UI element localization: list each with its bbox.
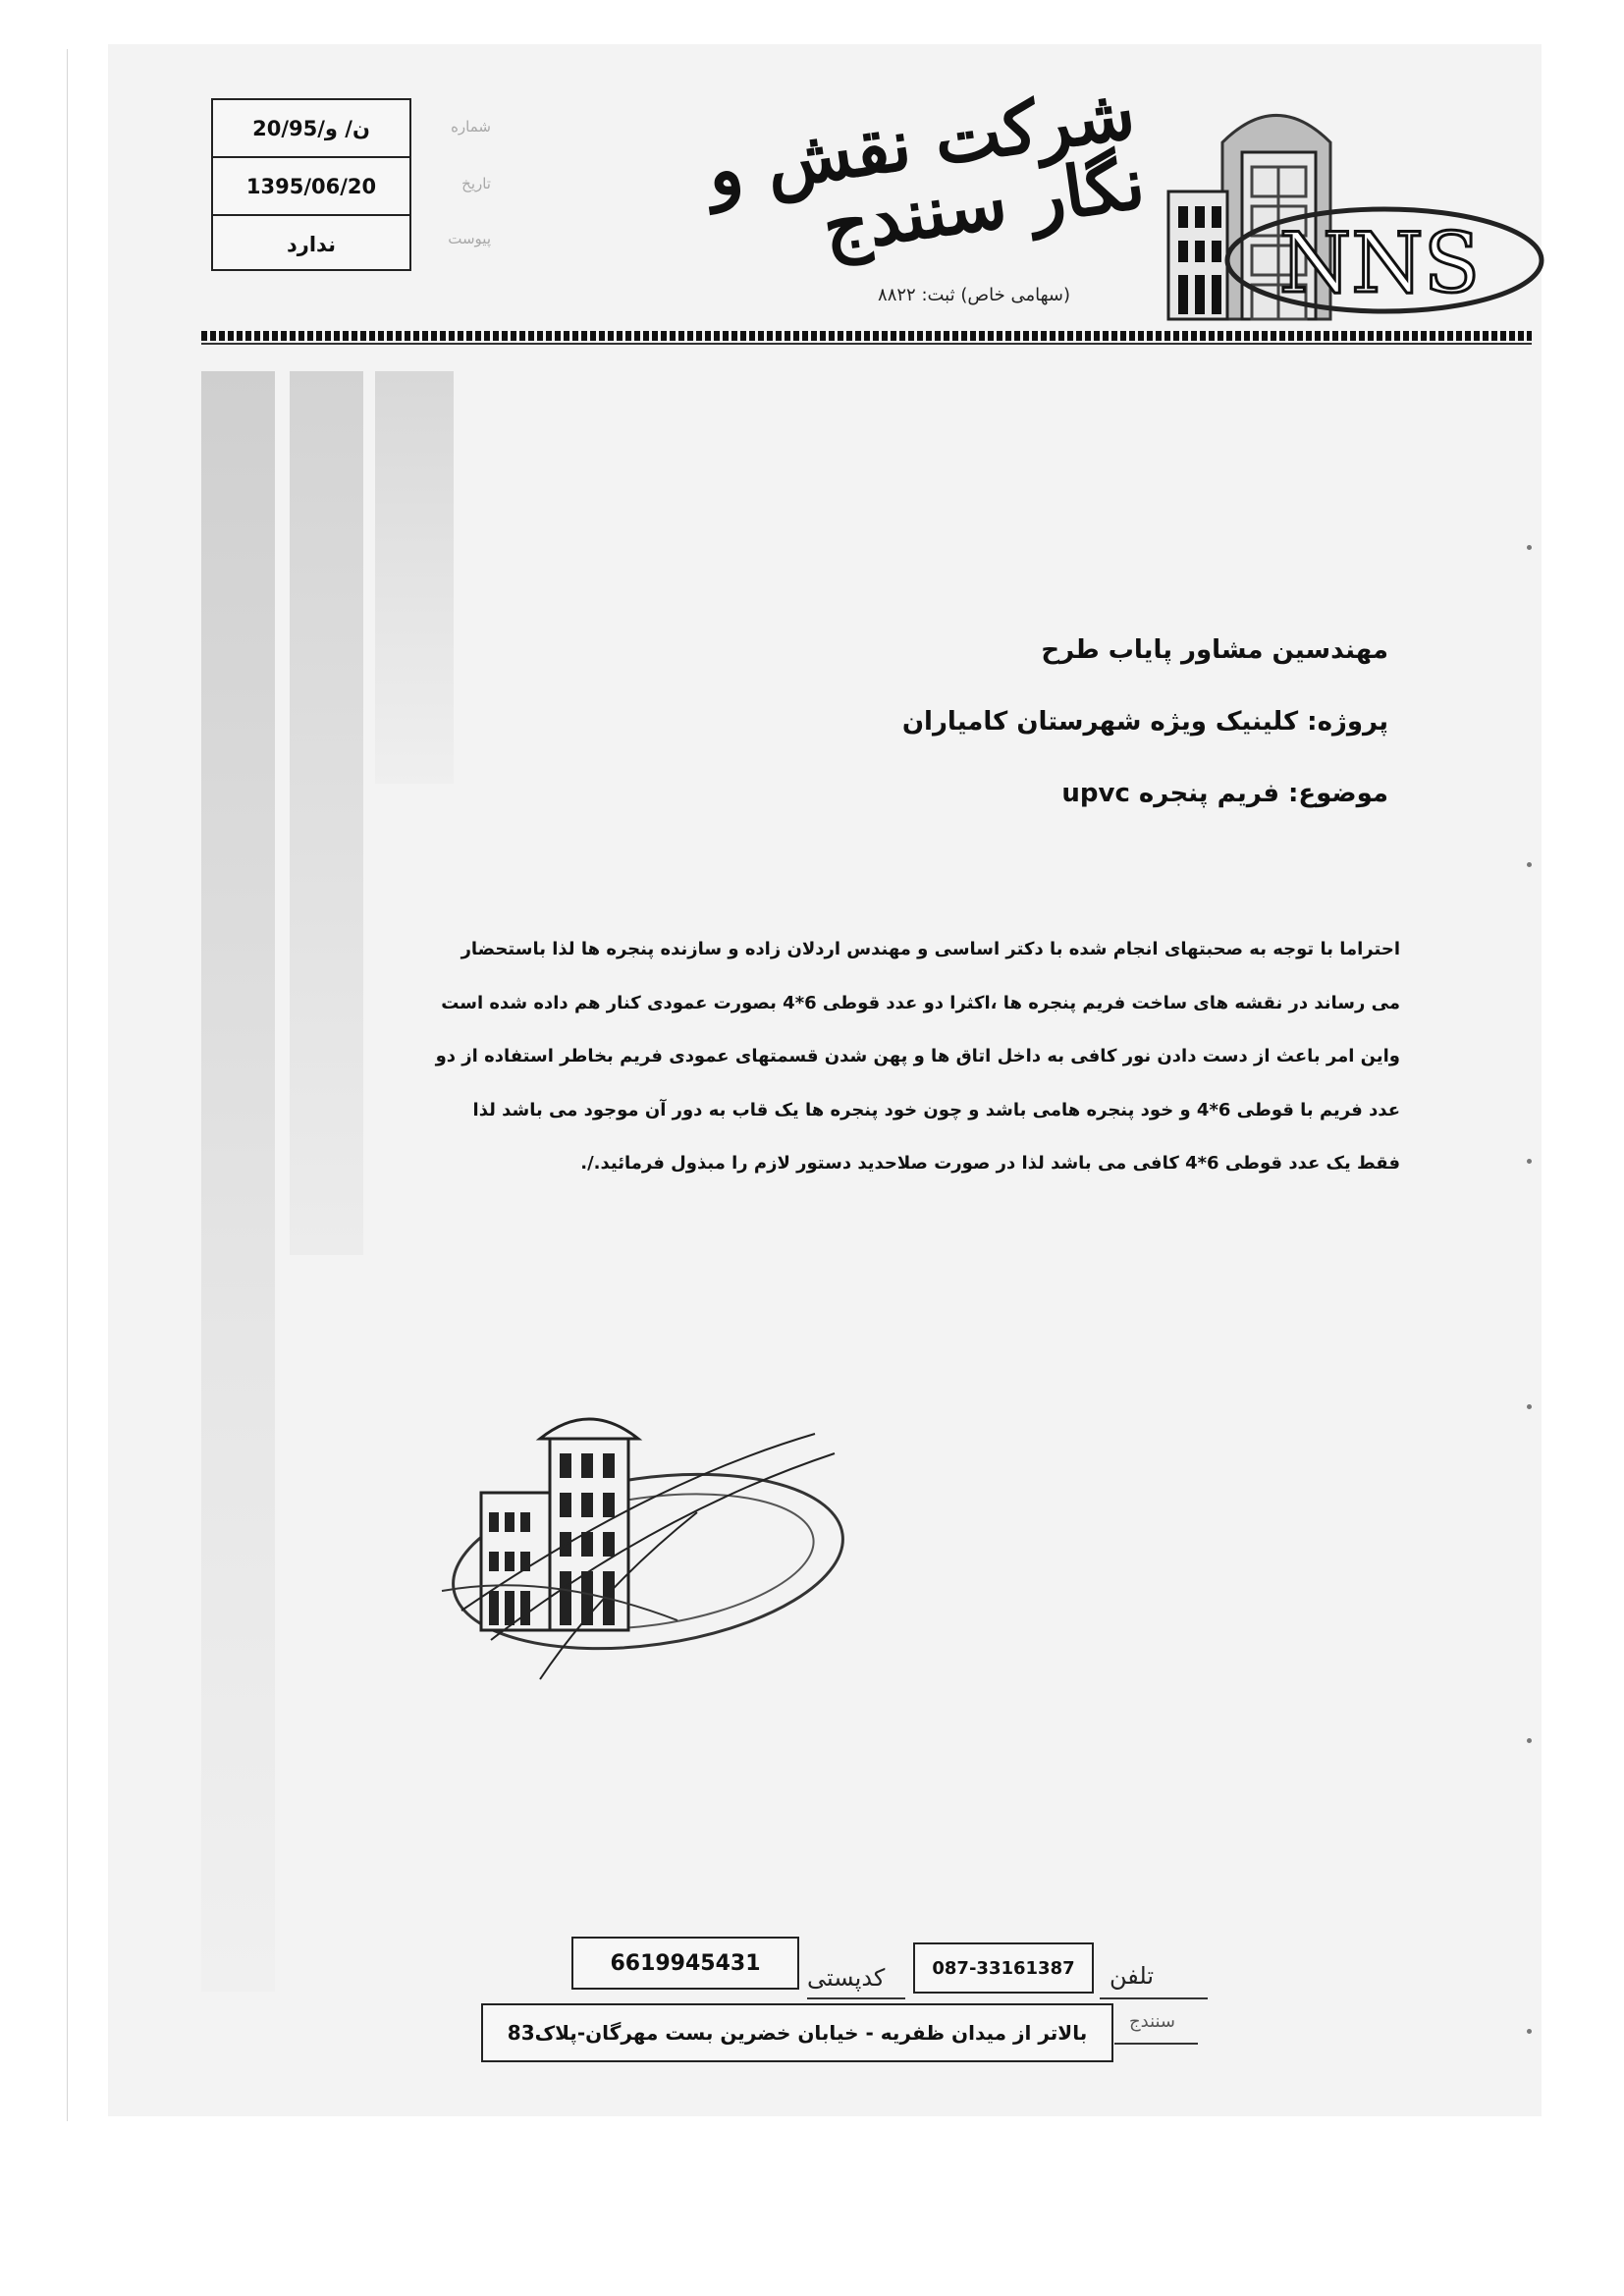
scan-mark: [1527, 1738, 1532, 1743]
body-line: می رساند در نقشه های ساخت فریم پنجره ها ،اکثرا دو عدد قوطی 6*4 بصورت عمودی کنار هم داده شده است: [441, 992, 1400, 1013]
scan-mark: [1527, 2029, 1532, 2034]
registration-text: (سهامی خاص) ثبت: ۸۸۲۲: [878, 285, 1070, 305]
phone-label: تلفن: [1110, 1962, 1155, 1990]
body-line: احتراما با توجه به صحبتهای انجام شده با دکتر اساسی و مهندس اردلان زاده و سازنده پنجره ها لذا باستحضار: [460, 939, 1400, 959]
phone-box: 087-33161387: [913, 1942, 1094, 1994]
city-rule: [1114, 2043, 1198, 2045]
header-separator: [201, 331, 1532, 341]
project-line: پروژه: کلینیک ویژه شهرستان کامیاران: [901, 707, 1388, 737]
scan-mark: [1527, 1159, 1532, 1164]
postal-rule: [807, 1997, 905, 1999]
scan-edge: [67, 49, 68, 2121]
letter-attachment: ندارد: [286, 232, 337, 256]
decorative-band: [375, 371, 454, 784]
company-stamp-icon: [403, 1394, 864, 1689]
phone-rule: [1100, 1997, 1208, 1999]
body-line: فقط یک عدد قوطی 6*4 کافی می باشد لذا در صورت صلاحدید دستور لازم را مبذول فرمائید./.: [580, 1153, 1400, 1174]
postal-code-box: 6619945431: [571, 1937, 799, 1990]
postal-code-label: کدپستی: [807, 1964, 886, 1992]
recipient: مهندسین مشاور پایاب طرح: [1041, 635, 1388, 665]
body-line: عدد فریم با قوطی 6*4 و خود پنجره هامی باشد و چون خود پنجره ها یک قاب به دور آن موجود می باشد لذا: [472, 1099, 1400, 1121]
city-label: سنندج: [1129, 2011, 1176, 2032]
logo-letters: NNS: [1278, 215, 1481, 311]
scan-mark: [1527, 1404, 1532, 1409]
scan-mark: [1527, 862, 1532, 867]
number-label: شماره: [451, 118, 491, 136]
company-name: شرکت نقش و نگار سنندج: [702, 70, 1150, 269]
letter-body: [383, 923, 1400, 1191]
address-box: بالاتر از میدان ظفریه - خیابان خضرین بست مهرگان-پلاک83: [481, 2003, 1113, 2062]
decorative-band: [290, 371, 363, 1255]
subject-line: موضوع: فریم پنجره upvc: [1061, 779, 1388, 808]
company-logo-icon: [1149, 83, 1551, 329]
date-label: تاریخ: [461, 175, 491, 192]
reference-box: [211, 98, 411, 271]
letter-date: 1395/06/20: [213, 158, 409, 216]
letter-number: ن/ و/20/95: [213, 100, 409, 158]
body-line: واین امر باعث از دست دادن نور کافی به داخل اتاق ها و پهن شدن قسمتهای عمودی فریم بخاطر استفاده از دو: [435, 1046, 1400, 1066]
header-rule: [201, 343, 1532, 345]
decorative-band: [201, 371, 275, 1992]
attachment-label: پیوست: [448, 230, 491, 247]
scan-mark: [1527, 545, 1532, 550]
